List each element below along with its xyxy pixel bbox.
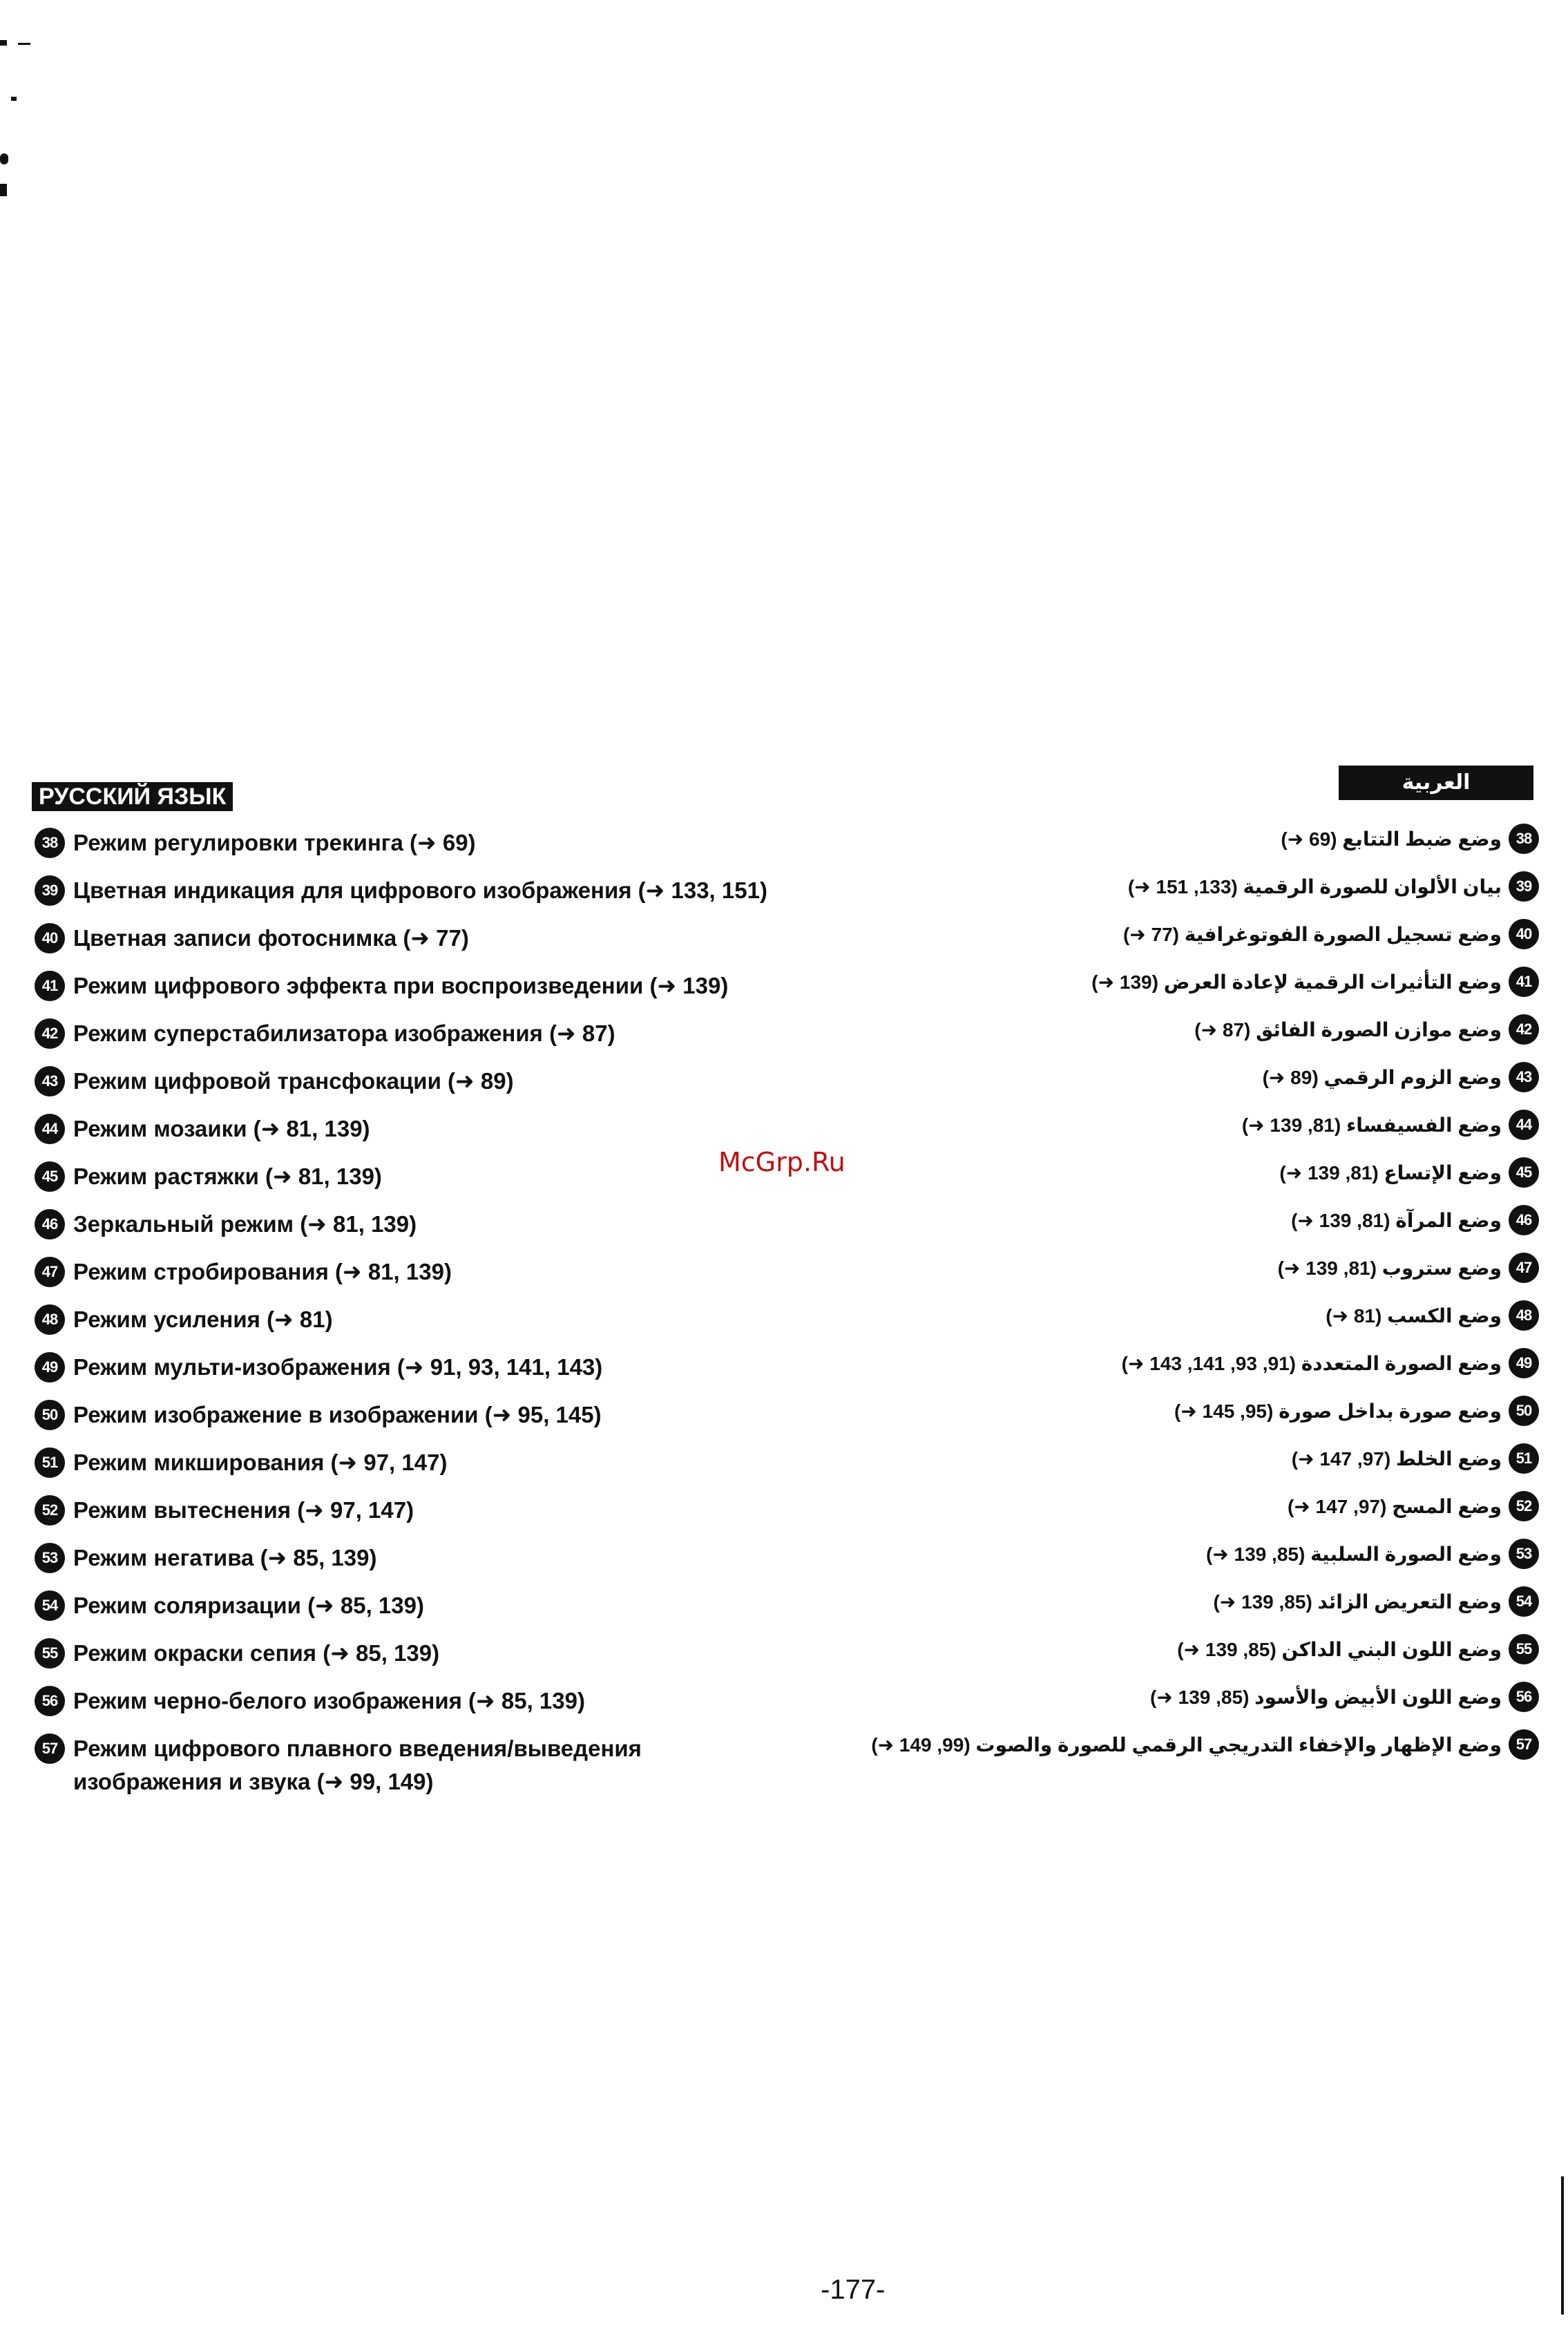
item-text: Режим мульти-изображения (➜ 91, 93, 141, 143) xyxy=(73,1354,603,1380)
ar-item-47 xyxy=(848,1251,1539,1284)
ru-item-53 xyxy=(35,1541,781,1575)
russian-list xyxy=(35,826,781,1813)
ru-item-43 xyxy=(35,1065,781,1098)
item-text: Режим вытеснения (➜ 97, 147) xyxy=(73,1497,414,1523)
ar-item-45 xyxy=(848,1156,1539,1189)
scan-mark xyxy=(18,43,30,45)
ar-item-46 xyxy=(848,1204,1539,1237)
ru-item-45 xyxy=(35,1160,781,1193)
ru-item-55 xyxy=(35,1637,781,1670)
item-text: وضع الإتساع (81, 139 ➜) xyxy=(1279,1161,1502,1184)
item-text: وضع تسجيل الصورة الفوتوغرافية (77 ➜) xyxy=(1122,923,1502,945)
item-text: بيان الألوان للصورة الرقمية (133, 151 ➜) xyxy=(1127,875,1502,897)
ar-item-49 xyxy=(848,1347,1539,1380)
item-text: وضع الصورة المتعددة (91, 93, 141, 143 ➜) xyxy=(1121,1352,1502,1374)
item-number-badge: 45 xyxy=(35,1161,65,1192)
item-number-badge: 40 xyxy=(1509,919,1539,949)
item-number-badge: 43 xyxy=(1509,1062,1539,1092)
item-text: Режим негатива (➜ 85, 139) xyxy=(73,1545,377,1570)
ru-item-49 xyxy=(35,1351,781,1384)
item-number-badge: 50 xyxy=(35,1400,65,1430)
arabic-language-header: العربية xyxy=(1339,766,1533,800)
item-number-badge: 52 xyxy=(1509,1491,1539,1521)
item-number-badge: 53 xyxy=(1509,1539,1539,1569)
item-text: وضع ضبط التتابع (69 ➜) xyxy=(1281,828,1502,850)
ru-item-56 xyxy=(35,1684,781,1718)
item-number-badge: 57 xyxy=(1509,1729,1539,1760)
ar-item-48 xyxy=(848,1299,1539,1332)
item-text: Зеркальный режим (➜ 81, 139) xyxy=(73,1211,417,1237)
ar-item-52 xyxy=(848,1490,1539,1523)
item-number-badge: 46 xyxy=(35,1209,65,1240)
scan-mark xyxy=(0,153,8,164)
ru-item-42 xyxy=(35,1017,781,1050)
item-number-badge: 56 xyxy=(35,1686,65,1716)
item-number-badge: 56 xyxy=(1509,1682,1539,1712)
item-text: وضع التأثيرات الرقمية لإعادة العرض (139 ➜) xyxy=(1091,971,1502,993)
item-text: وضع الإظهار والإخفاء التدريجي الرقمي للصورة والصوت (99, 149 ➜) xyxy=(871,1734,1502,1756)
item-number-badge: 47 xyxy=(35,1257,65,1287)
item-text: Режим окраски сепия (➜ 85, 139) xyxy=(73,1640,440,1666)
ar-item-51 xyxy=(848,1442,1539,1475)
ru-item-57 xyxy=(35,1732,781,1798)
item-text: وضع الصورة السلبية (85, 139 ➜) xyxy=(1205,1543,1502,1565)
item-text: وضع اللون الأبيض والأسود (85, 139 ➜) xyxy=(1150,1686,1502,1708)
item-number-badge: 57 xyxy=(35,1734,65,1764)
ru-item-41 xyxy=(35,969,781,1003)
ar-item-44 xyxy=(848,1108,1539,1141)
item-text: وضع اللون البني الداكن (85, 139 ➜) xyxy=(1177,1638,1502,1660)
watermark-link[interactable]: McGrp.Ru xyxy=(718,1147,845,1177)
item-text: وضع الزوم الرقمي (89 ➜) xyxy=(1262,1066,1502,1088)
ru-item-50 xyxy=(35,1398,781,1432)
item-number-badge: 44 xyxy=(1509,1110,1539,1140)
scan-mark xyxy=(11,97,17,101)
item-number-badge: 50 xyxy=(1509,1396,1539,1426)
item-number-badge: 52 xyxy=(35,1495,65,1526)
ar-item-43 xyxy=(848,1061,1539,1094)
item-number-badge: 46 xyxy=(1509,1205,1539,1235)
item-number-badge: 41 xyxy=(1509,967,1539,997)
item-number-badge: 49 xyxy=(35,1352,65,1383)
item-number-badge: 51 xyxy=(1509,1443,1539,1474)
item-text: وضع موازن الصورة الفائق (87 ➜) xyxy=(1194,1018,1502,1041)
item-text: Режим цифрового плавного введения/выведения изображения и звука (➜ 99, 149) xyxy=(73,1736,642,1794)
item-text: وضع المسح (97, 147 ➜) xyxy=(1287,1495,1502,1517)
ru-item-44 xyxy=(35,1112,781,1146)
ar-item-57 xyxy=(848,1728,1539,1761)
item-number-badge: 42 xyxy=(35,1018,65,1049)
ru-item-38 xyxy=(35,826,781,859)
item-number-badge: 41 xyxy=(35,971,65,1001)
item-number-badge: 54 xyxy=(35,1590,65,1621)
item-text: وضع ستروب (81, 139 ➜) xyxy=(1277,1257,1502,1279)
item-number-badge: 45 xyxy=(1509,1157,1539,1188)
item-text: Режим стробирования (➜ 81, 139) xyxy=(73,1259,452,1284)
item-number-badge: 55 xyxy=(1509,1634,1539,1664)
item-number-badge: 55 xyxy=(35,1638,65,1669)
item-number-badge: 39 xyxy=(35,875,65,906)
item-number-badge: 42 xyxy=(1509,1014,1539,1045)
ar-item-53 xyxy=(848,1537,1539,1570)
item-text: وضع التعريض الزائد (85, 139 ➜) xyxy=(1213,1590,1502,1613)
item-number-badge: 49 xyxy=(1509,1348,1539,1378)
ru-item-52 xyxy=(35,1494,781,1527)
item-text: Режим суперстабилизатора изображения (➜ 87) xyxy=(73,1020,615,1046)
item-number-badge: 40 xyxy=(35,923,65,953)
item-number-badge: 53 xyxy=(35,1543,65,1573)
item-text: وضع صورة بداخل صورة (95, 145 ➜) xyxy=(1174,1400,1502,1422)
scan-mark xyxy=(0,184,7,196)
ru-item-46 xyxy=(35,1208,781,1241)
item-text: وضع الكسب (81 ➜) xyxy=(1326,1304,1502,1327)
item-text: Режим цифровой трансфокации (➜ 89) xyxy=(73,1068,514,1094)
item-number-badge: 48 xyxy=(35,1304,65,1335)
ru-item-54 xyxy=(35,1589,781,1622)
item-number-badge: 54 xyxy=(1509,1586,1539,1617)
ar-item-50 xyxy=(848,1394,1539,1427)
item-text: Режим усиления (➜ 81) xyxy=(73,1307,333,1332)
item-number-badge: 38 xyxy=(1509,824,1539,854)
ar-item-56 xyxy=(848,1680,1539,1713)
ar-item-39 xyxy=(848,870,1539,903)
scan-edge-bar xyxy=(1561,2176,1564,2315)
item-text: Режим мозаики (➜ 81, 139) xyxy=(73,1116,370,1141)
item-text: وضع المرآة (81, 139 ➜) xyxy=(1291,1209,1502,1231)
item-text: Режим микширования (➜ 97, 147) xyxy=(73,1450,448,1475)
item-number-badge: 47 xyxy=(1509,1253,1539,1283)
ar-item-42 xyxy=(848,1013,1539,1046)
ar-item-41 xyxy=(848,965,1539,998)
item-number-badge: 44 xyxy=(35,1114,65,1144)
item-text: Цветная записи фотоснимка (➜ 77) xyxy=(73,925,469,951)
item-number-badge: 38 xyxy=(35,828,65,858)
item-number-badge: 51 xyxy=(35,1447,65,1478)
item-number-badge: 43 xyxy=(35,1066,65,1096)
item-text: Режим регулировки трекинга (➜ 69) xyxy=(73,830,476,855)
ar-item-55 xyxy=(848,1633,1539,1666)
ru-item-40 xyxy=(35,922,781,955)
item-number-badge: 48 xyxy=(1509,1300,1539,1331)
item-text: Режим растяжки (➜ 81, 139) xyxy=(73,1164,382,1189)
arabic-list xyxy=(848,822,1539,1776)
item-text: Режим цифрового эффекта при воспроизведении (➜ 139) xyxy=(73,973,729,998)
item-text: Режим соляризации (➜ 85, 139) xyxy=(73,1593,424,1618)
ru-item-47 xyxy=(35,1255,781,1289)
ru-item-39 xyxy=(35,874,781,907)
item-text: وضع الخلط (97, 147 ➜) xyxy=(1291,1447,1502,1470)
item-text: وضع الفسيفساء (81, 139 ➜) xyxy=(1241,1114,1502,1136)
ar-item-38 xyxy=(848,822,1539,855)
page-number: -177- xyxy=(821,2274,886,2305)
ru-item-51 xyxy=(35,1446,781,1479)
item-text: Режим изображение в изображении (➜ 95, 145) xyxy=(73,1402,602,1427)
ar-item-40 xyxy=(848,918,1539,951)
item-text: Цветная индикация для цифрового изображения (➜ 133, 151) xyxy=(73,877,767,903)
russian-language-header: РУССКИЙ ЯЗЫК xyxy=(32,782,233,811)
item-text: Режим черно-белого изображения (➜ 85, 139) xyxy=(73,1688,585,1713)
ar-item-54 xyxy=(848,1585,1539,1618)
item-number-badge: 39 xyxy=(1509,871,1539,902)
scan-mark xyxy=(0,40,7,46)
ru-item-48 xyxy=(35,1303,781,1336)
